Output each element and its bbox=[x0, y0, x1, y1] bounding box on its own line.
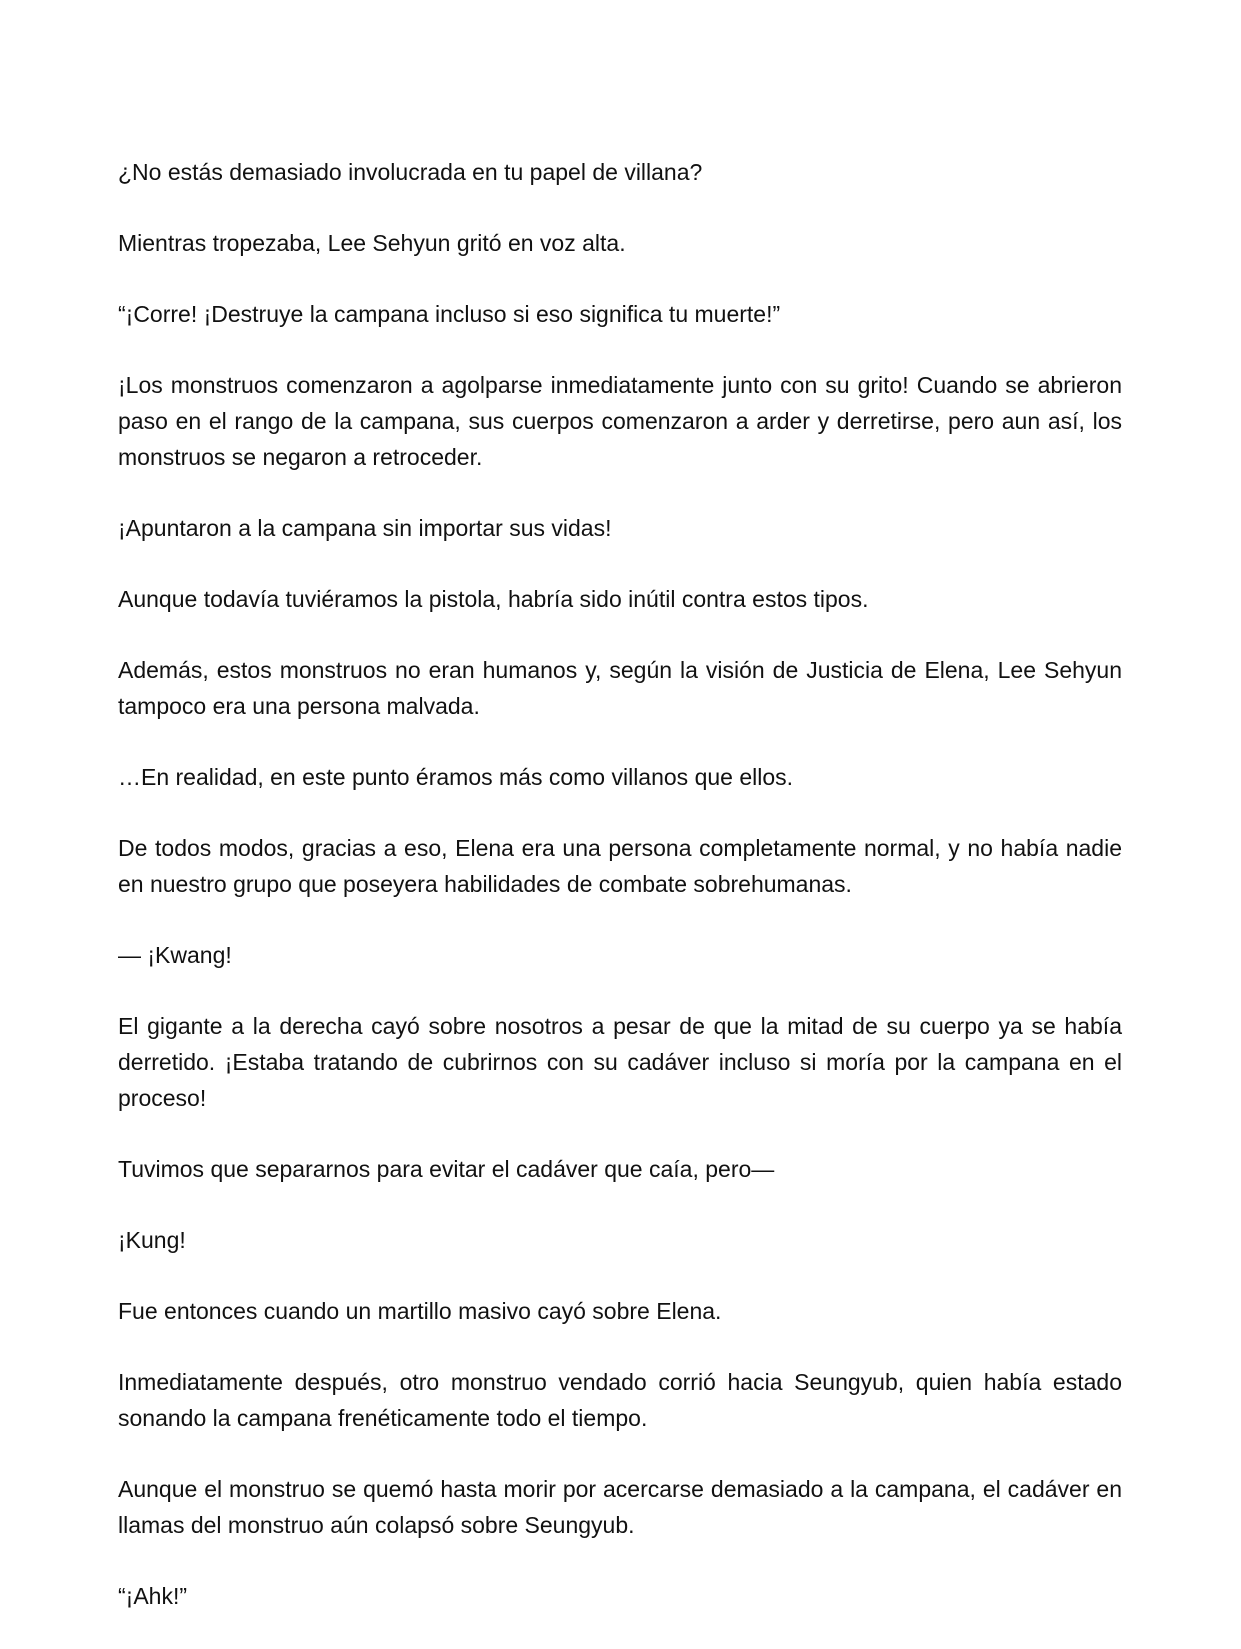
paragraph: ¿No estás demasiado involucrada en tu papel de villana? bbox=[118, 159, 703, 185]
paragraph: Tuvimos que separarnos para evitar el cadáver que caía, pero— bbox=[118, 1156, 775, 1182]
paragraph: Aunque todavía tuviéramos la pistola, habría sido inútil contra estos tipos. bbox=[118, 586, 869, 612]
body-text bbox=[118, 154, 1122, 1649]
paragraph: Además, estos monstruos no eran humanos y, según la visión de Justicia de Elena, Lee Sehyun tampoco era una persona malvada. bbox=[118, 657, 1122, 719]
paragraph: “¡Ahk!” bbox=[118, 1583, 187, 1609]
paragraph: ¡Apuntaron a la campana sin importar sus vidas! bbox=[118, 515, 612, 541]
paragraph: Fue entonces cuando un martillo masivo cayó sobre Elena. bbox=[118, 1298, 722, 1324]
paragraph: Aunque el monstruo se quemó hasta morir por acercarse demasiado a la campana, el cadáver en llamas del monstruo aún colapsó sobre Seungyub. bbox=[118, 1476, 1122, 1538]
paragraph: “¡Corre! ¡Destruye la campana incluso si eso significa tu muerte!” bbox=[118, 301, 781, 327]
paragraph: …En realidad, en este punto éramos más como villanos que ellos. bbox=[118, 764, 794, 790]
paragraph: Inmediatamente después, otro monstruo vendado corrió hacia Seungyub, quien había estado sonando la campana frenéticamente todo el tiempo. bbox=[118, 1369, 1122, 1431]
paragraph: ¡Los monstruos comenzaron a agolparse inmediatamente junto con su grito! Cuando se abrieron paso en el rango de la campana, sus cuerpos comenzaron a arder y derretirse, pero aun así, los monstruos se negaron a retroceder. bbox=[118, 372, 1122, 470]
paragraph: El gigante a la derecha cayó sobre nosotros a pesar de que la mitad de su cuerpo ya se había derretido. ¡Estaba tratando de cubrirnos con su cadáver incluso si moría por la campana en el proceso! bbox=[118, 1013, 1122, 1111]
paragraph: Mientras tropezaba, Lee Sehyun gritó en voz alta. bbox=[118, 230, 626, 256]
paragraph: De todos modos, gracias a eso, Elena era una persona completamente normal, y no había nadie en nuestro grupo que poseyera habilidades de combate sobrehumanas. bbox=[118, 835, 1122, 897]
paragraph: ¡Kung! bbox=[118, 1227, 186, 1253]
paragraph: — ¡Kwang! bbox=[118, 942, 232, 968]
